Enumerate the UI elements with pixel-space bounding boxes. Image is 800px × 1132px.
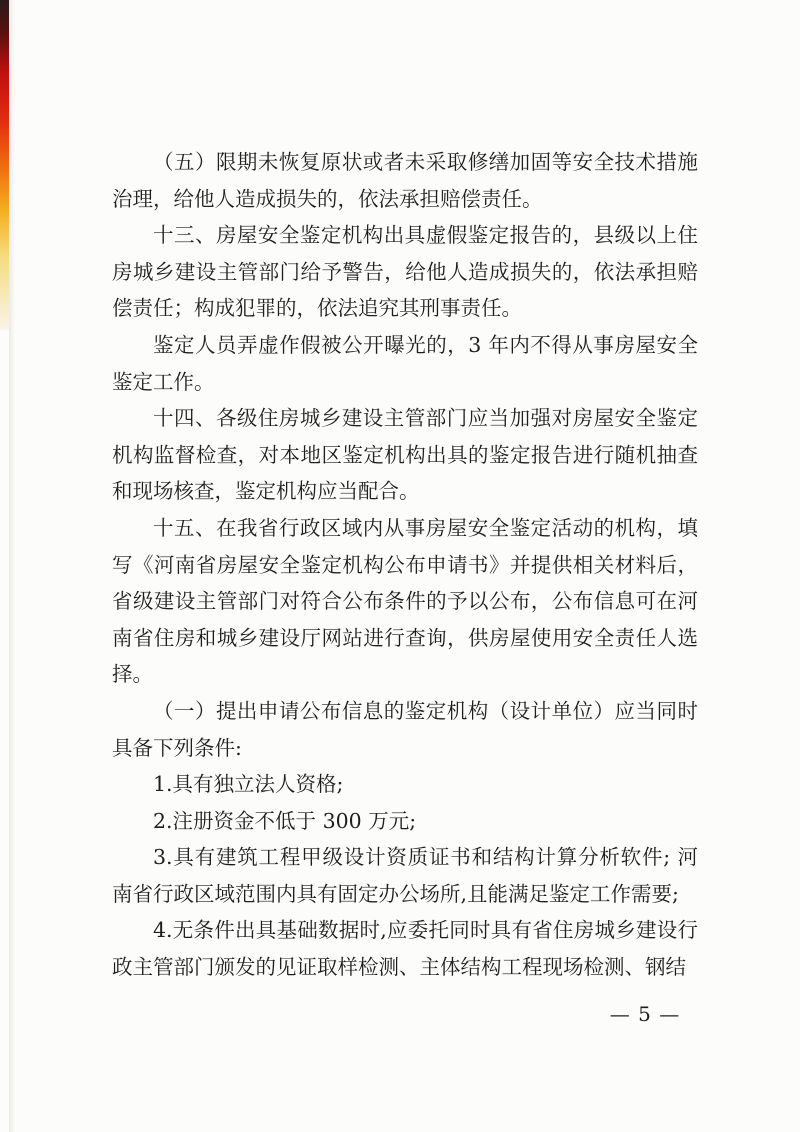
paragraph-condition-4: 4.无条件出具基础数据时,应委托同时具有省住房城乡建设行政主管部门颁发的见证取样检测、主体结构工程现场检测、钢结 (112, 918, 698, 980)
paragraph-article-14: 十四、各级住房城乡建设主管部门应当加强对房屋安全鉴定机构监督检查，对本地区鉴定机构出具的鉴定报告进行随机抽查和现场核查，鉴定机构应当配合。 (112, 406, 698, 504)
paragraph-condition-3: 3.具有建筑工程甲级设计资质证书和结构计算分析软件; 河南省行政区域范围内具有固定办公场所,且能满足鉴定工作需要; (112, 845, 698, 906)
paragraph-item-5-liability: （五）限期未恢复原状或者未采取修缮加固等安全技术措施治理，给他人造成损失的，依法承担赔偿责任。 (112, 150, 698, 211)
scan-edge-color-strip (0, 0, 9, 330)
paragraph-conditions-intro: （一）提出申请公布信息的鉴定机构（设计单位）应当同时具备下列条件: (112, 698, 698, 760)
paragraph-appraiser-ban: 鉴定人员弄虚作假被公开曝光的，3 年内不得从事房屋安全鉴定工作。 (112, 332, 698, 394)
paragraph-article-13: 十三、房屋安全鉴定机构出具虚假鉴定报告的，县级以上住房城乡建设主管部门给予警告，给他人造成损失的，依法承担赔偿责任；构成犯罪的，依法追究其刑事责任。 (112, 223, 698, 321)
paragraph-article-15: 十五、在我省行政区域内从事房屋安全鉴定活动的机构，填写《河南省房屋安全鉴定机构公布申请书》并提供相关材料后，省级建设主管部门对符合公布条件的予以公布，公布信息可在河南省住房和城乡建设厅网站进行查询，供房屋使用安全责任人选择。 (112, 515, 698, 687)
document-body (112, 144, 698, 986)
paragraph-condition-2: 2.注册资金不低于 300 万元; (153, 808, 417, 833)
paragraph-condition-1: 1.具有独立法人资格; (153, 772, 344, 797)
page-number: — 5 — (609, 1002, 681, 1026)
scan-edge-shadow (9, 0, 15, 1132)
